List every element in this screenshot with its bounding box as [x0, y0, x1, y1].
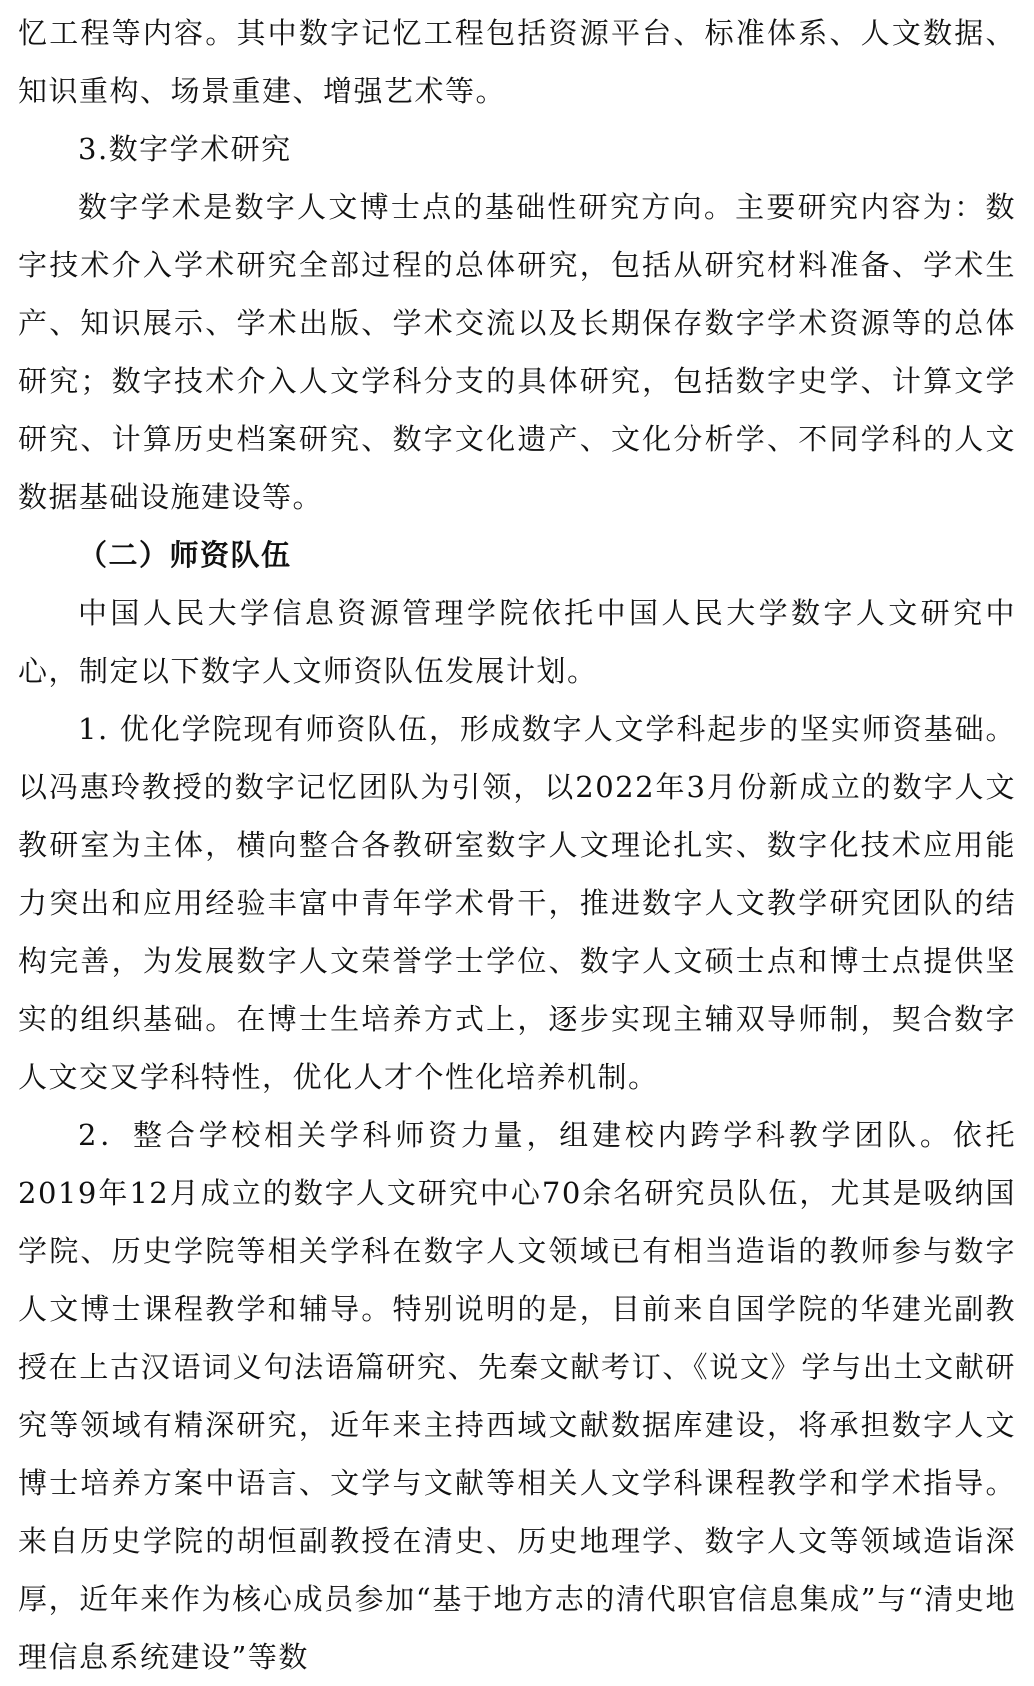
subsection-heading-digital-scholarship: 3.数字学术研究	[78, 132, 292, 166]
paragraph-faculty-intro: 中国人民大学信息资源管理学院依托中国人民大学数字人文研究中心，制定以下数字人文师资队伍发展计划。	[18, 596, 1016, 688]
paragraph-continuation: 忆工程等内容。其中数字记忆工程包括资源平台、标准体系、人文数据、知识重构、场景重建、增强艺术等。	[18, 16, 1016, 108]
paragraph-faculty-item-1: 1. 优化学院现有师资队伍，形成数字人文学科起步的坚实师资基础。以冯惠玲教授的数字记忆团队为引领，以2022年3月份新成立的数字人文教研室为主体，横向整合各教研室数字人文理论扎实、数字化技术应用能力突出和应用经验丰富中青年学术骨干，推进数字人文教学研究团队的结构完善，为发展数字人文荣誉学士学位、数字人文硕士点和博士点提供坚实的组织基础。在博士生培养方式上，逐步实现主辅双导师制，契合数字人文交叉学科特性，优化人才个性化培养机制。	[18, 712, 1016, 1094]
paragraph-digital-scholarship: 数字学术是数字人文博士点的基础性研究方向。主要研究内容为：数字技术介入学术研究全部过程的总体研究，包括从研究材料准备、学术生产、知识展示、学术出版、学术交流以及长期保存数字学术资源等的总体研究；数字技术介入人文学科分支的具体研究，包括数字史学、计算文学研究、计算历史档案研究、数字文化遗产、文化分析学、不同学科的人文数据基础设施建设等。	[18, 190, 1016, 514]
paragraph-faculty-item-2: 2．整合学校相关学科师资力量，组建校内跨学科教学团队。依托2019年12月成立的数字人文研究中心70余名研究员队伍，尤其是吸纳国学院、历史学院等相关学科在数字人文领域已有相当造诣的教师参与数字人文博士课程教学和辅导。特别说明的是，目前来自国学院的华建光副教授在上古汉语词义句法语篇研究、先秦文献考订、《说文》学与出土文献研究等领域有精深研究，近年来主持西域文献数据库建设，将承担数字人文博士培养方案中语言、文学与文献等相关人文学科课程教学和学术指导。来自历史学院的胡恒副教授在清史、历史地理学、数字人文等领域造诣深厚，近年来作为核心成员参加“基于地方志的清代职官信息集成”与“清史地理信息系统建设”等数	[18, 1118, 1016, 1674]
section-heading-faculty: （二）师资队伍	[78, 538, 292, 572]
